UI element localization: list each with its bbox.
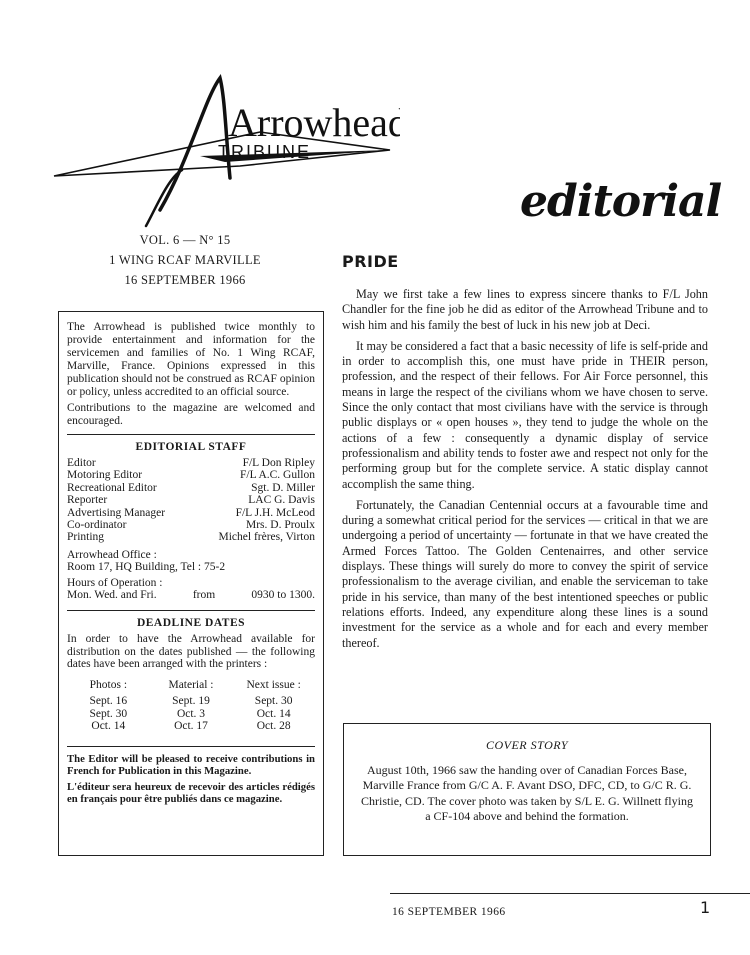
- footer-rule: [390, 893, 750, 894]
- staff-role: Editor: [67, 457, 96, 469]
- cover-story-text: August 10th, 1966 saw the handing over of Canadian Forces Base, Marville France from G/C A. F. Avant DSO, DFC, CD, to G/C R. G. Christie, CD. The cover photo was taken by S/L E. G. Willnett flying a CF-104 above and behind the formation.: [361, 763, 693, 824]
- office-label: Arrowhead Office :: [67, 548, 157, 561]
- deadline-column-header: Material :: [168, 678, 214, 691]
- staff-row: [67, 494, 315, 506]
- staff-role: Co-ordinator: [67, 519, 127, 532]
- page-number: 1: [700, 898, 711, 917]
- deadline-cell: Oct. 3: [176, 707, 206, 720]
- deadline-cell: Oct. 28: [256, 719, 291, 732]
- article-title: PRIDE: [342, 252, 399, 271]
- deadline-cell: Sept. 16: [89, 695, 128, 708]
- staff-name: F/L J.H. McLeod: [235, 506, 315, 519]
- hours-row: [67, 589, 315, 601]
- masthead-subtitle: TRIBUNE: [218, 142, 312, 162]
- deadline-column-header: Photos :: [89, 678, 128, 691]
- deadline-cell: Sept. 30: [89, 707, 128, 720]
- issue-volume: VOL. 6 — N° 15: [139, 233, 231, 247]
- hours-label: Hours of Operation :: [67, 576, 163, 589]
- staff-name: Sgt. D. Miller: [251, 481, 315, 494]
- masthead-info-box: [58, 311, 324, 856]
- staff-title: EDITORIAL STAFF: [135, 441, 247, 453]
- staff-row: [67, 507, 315, 519]
- deadline-cell: Sept. 19: [172, 695, 210, 708]
- editor-note-english: The Editor will be pleased to receive contributions in French for Publication in this Magazine.: [67, 753, 315, 778]
- staff-row: [67, 519, 315, 531]
- deadline-cell: Oct. 17: [174, 719, 208, 732]
- staff-list: [67, 457, 315, 544]
- deadline-cell: Oct. 14: [256, 707, 291, 720]
- cover-story-box: [343, 723, 711, 856]
- divider: [67, 746, 315, 747]
- deadline-cell: Sept. 30: [254, 695, 293, 708]
- footer-date: 16 SEPTEMBER 1966: [392, 906, 506, 918]
- staff-name: F/L Don Ripley: [242, 457, 315, 469]
- staff-row: [67, 469, 315, 481]
- staff-name: Michel frères, Virton: [218, 531, 315, 544]
- hours-from: from: [192, 589, 216, 602]
- staff-role: Motoring Editor: [67, 469, 143, 482]
- masthead-logo: [50, 58, 400, 238]
- intro-paragraph: The Arrowhead is published twice monthly to provide entertainment and information for the servicemen and families of No. 1 Wing RCAF, Marville, France. Opinions expressed in this publication should not be construed as RCAF opinion or policy, unless accredited to an official source.: [67, 321, 315, 398]
- editor-note: [67, 753, 315, 805]
- intro-text: [67, 321, 315, 428]
- issue-unit: 1 WING RCAF MARVILLE: [109, 253, 261, 267]
- section-heading: editorial: [520, 176, 722, 227]
- staff-role: Recreational Editor: [67, 481, 157, 494]
- divider: [67, 610, 315, 611]
- staff-name: Mrs. D. Proulx: [245, 519, 315, 532]
- deadline-column-header: Next issue :: [246, 678, 301, 691]
- cover-story-title: COVER STORY: [485, 738, 569, 752]
- staff-role: Printing: [67, 531, 105, 544]
- staff-name: F/L A.C. Gullon: [240, 469, 315, 482]
- staff-role: Reporter: [67, 494, 108, 507]
- article-paragraph: Fortunately, the Canadian Centennial occurs at a favourable time and during a somewhat critical period for the services — critical in that we are undergoing a period of uncertainty — fortunate in that we have created the Armed Forces Tattoo. The Golden Centenairres, and other service displays. These things will surely do more to convey the spirit of service professionalism to the average civilian, and enable the serviceman to take pride in his service, than many of the best intentioned speeches or public relations efforts. Indeed, any expenditure along these lines is a sound investment for the service as a whole and for each and every member thereof.: [342, 497, 708, 650]
- deadline-title: DEADLINE DATES: [136, 617, 246, 630]
- issue-date: 16 SEPTEMBER 1966: [124, 273, 246, 287]
- hours-days: Mon. Wed. and Fri.: [67, 589, 157, 602]
- article-paragraph: It may be considered a fact that a basic necessity of life is self-pride and in order to accomplish this, one must have pride in THEIR person, profession, and the respect of their fellows. For Air Force personnel, this means in large the respect of the civilians whom we have chosen to serve. Since the only contact that most civilians have with the service is through public displays or « open houses », they tend to judge the whole on the actions of a few : consequently a dynamic display of service professionalism and ability tends to foster awe and respect not only for the performing group but for the complete service. A static display cannot accomplish the same thing.: [342, 338, 708, 491]
- hours-times: 0930 to 1300.: [251, 589, 315, 602]
- article-body: [342, 287, 708, 657]
- office-value: Room 17, HQ Building, Tel : 75-2: [67, 561, 226, 574]
- deadline-text: In order to have the Arrowhead available for distribution on the dates published — the following dates have been arranged with the printers :: [67, 633, 315, 671]
- masthead-name: Arrowhead: [228, 100, 400, 145]
- editor-note-french: L'éditeur sera heureux de recevoir des articles rédigés en français pour être publiés dans ce magazine.: [67, 780, 315, 805]
- divider: [67, 434, 315, 435]
- office-info: [67, 549, 315, 602]
- staff-row: [67, 457, 315, 469]
- article-paragraph: May we first take a few lines to express sincere thanks to F/L John Chandler for the fine job he did as editor of the Arrowhead Tribune and to wish him and his family the best of luck in his new job at Deci.: [342, 287, 708, 332]
- deadline-table: [67, 679, 315, 732]
- intro-paragraph: Contributions to the magazine are welcomed and encouraged.: [67, 402, 315, 427]
- staff-row: [67, 531, 315, 543]
- staff-role: Advertising Manager: [67, 506, 166, 519]
- issue-info: [60, 230, 310, 290]
- staff-row: [67, 482, 315, 494]
- staff-name: LAC G. Davis: [248, 494, 315, 507]
- deadline-cell: Oct. 14: [91, 719, 126, 732]
